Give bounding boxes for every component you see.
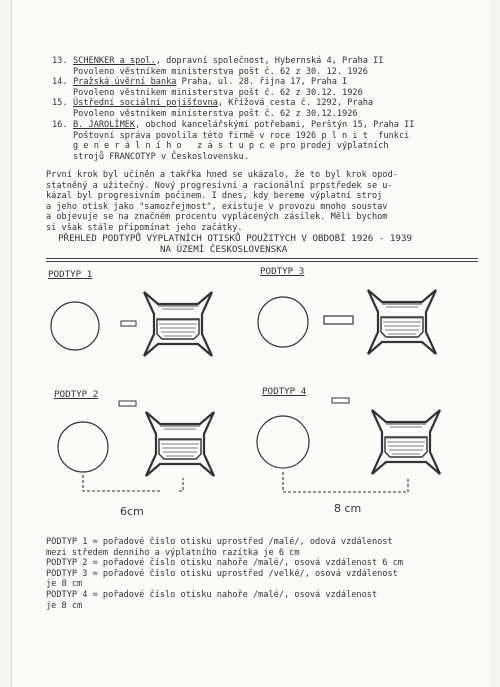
legend-line: PODTYP 2 = pořadové číslo otisku nahoře /malé/, osová vzdálenost 6 cm <box>46 558 403 569</box>
legend-line: PODTYP 1 = pořadové číslo otisku uprostřed /malé/, odová vzdálenost <box>46 537 393 547</box>
entry-text: strojů FRANCOTYP v Československu. <box>73 151 249 162</box>
franking-stamp-icon <box>368 290 436 354</box>
franking-stamp-icon <box>144 292 212 356</box>
document-page <box>12 0 490 687</box>
legend-line: je 8 cm <box>46 579 83 590</box>
entry-number: 15. <box>52 98 68 108</box>
legend-line: PODTYP 3 = pořadové číslo otisku uprostřed /velké/, osová vzdálenost <box>46 568 398 579</box>
entry-number: 16. <box>52 120 68 130</box>
serial-number-mark <box>119 401 136 406</box>
franking-stamp-icon <box>146 412 214 476</box>
heading-line-2: NA ÚZEMÍ ČESKOSLOVENSKA <box>160 244 288 255</box>
entry-text: Povoleno věstníkem ministerstva pošt č. 62 z 30.12.1926 <box>73 108 358 119</box>
legend-line: je 8 cm <box>46 600 83 611</box>
paragraph-line: a objevuje se na značném procentu vyplácených zásilek. Měli bychom <box>46 212 388 223</box>
date-stamp-circle <box>257 416 309 468</box>
entry-text: Poštovní správa povolila této firmě v roce 1926 p l n i t funkci <box>73 130 410 141</box>
entry-name: SCHENKER a spol. <box>73 56 156 66</box>
paragraph-line: si však stále připomínat jeho začátky. <box>46 222 243 233</box>
serial-number-mark <box>324 316 353 324</box>
entry-number: 13. <box>52 56 68 66</box>
entry-text: , obchod kancelářskými potřebami, Perštýn 15, Praha II <box>135 120 415 130</box>
subtype-label-2: PODTYP 2 <box>54 389 99 400</box>
date-stamp-circle <box>51 302 99 350</box>
serial-number-mark <box>121 321 136 326</box>
entry-number: 14. <box>52 77 68 87</box>
entry-text: Praha, ul. 28. října 17, Praha I <box>176 77 348 87</box>
measurement-bracket <box>83 475 183 491</box>
entry-text: Povoleno věstníkem ministerstva pošt č. 62 z 30.12. 1926 <box>73 87 363 98</box>
paragraph-line: kázal byl progresivním počinem. I dnes, kdy bereme výplatní stroj <box>46 191 383 202</box>
entry-name: Ústřední sociální pojišťovna <box>73 98 218 108</box>
subtype-label-4: PODTYP 4 <box>262 386 307 397</box>
entry-text: , Křížová cesta č. 1292, Praha <box>217 98 374 108</box>
franking-stamp-icon <box>372 410 440 474</box>
subtype-label-3: PODTYP 3 <box>260 266 305 277</box>
legend-line: mezi středem denního a výplatního razítka je 6 cm <box>46 547 300 558</box>
date-stamp-circle <box>58 422 108 472</box>
paragraph-line: a jeho otisk jako "samozřejmost", existuje v provozu mnoho soustav <box>46 201 388 212</box>
subtype-label-1: PODTYP 1 <box>48 269 93 280</box>
entry-name: B. JAROLÍMEK <box>73 120 136 130</box>
entry-text: g e n e r á l n í h o z á s t u p c e pro prodej výplatních <box>73 141 389 152</box>
serial-number-mark <box>332 398 349 403</box>
date-stamp-circle <box>258 297 308 347</box>
distance-label-6cm: 6cm <box>120 505 144 518</box>
heading-line-1: PŘEHLED PODTYPŮ VÝPLATNÍCH OTISKŮ POUŽITÝCH V OBDOBÍ 1926 - 1939 <box>58 233 413 244</box>
subtype-legend <box>46 537 476 611</box>
entry-text: , dopravní společnost, Hybernská 4, Praha II <box>155 56 384 66</box>
paragraph-line: První krok byl učiněn a takřka hned se ukázalo, že to byl krok opod- <box>46 170 398 180</box>
legend-line: PODTYP 4 = pořadové číslo otisku nahoře /malé/, osová vzdálenost <box>46 589 378 600</box>
entry-name: Pražská úvěrní banka <box>73 77 177 87</box>
measurement-bracket <box>283 472 408 492</box>
distance-label-8cm: 8 cm <box>334 502 362 515</box>
entry-text: Povoleno věstníkem ministerstva pošt č. 62 z 30. 12. 1926 <box>73 66 368 77</box>
paragraph-line: statněný a užitečný. Nový progresivní a racionální prpstředek se u- <box>46 180 393 191</box>
